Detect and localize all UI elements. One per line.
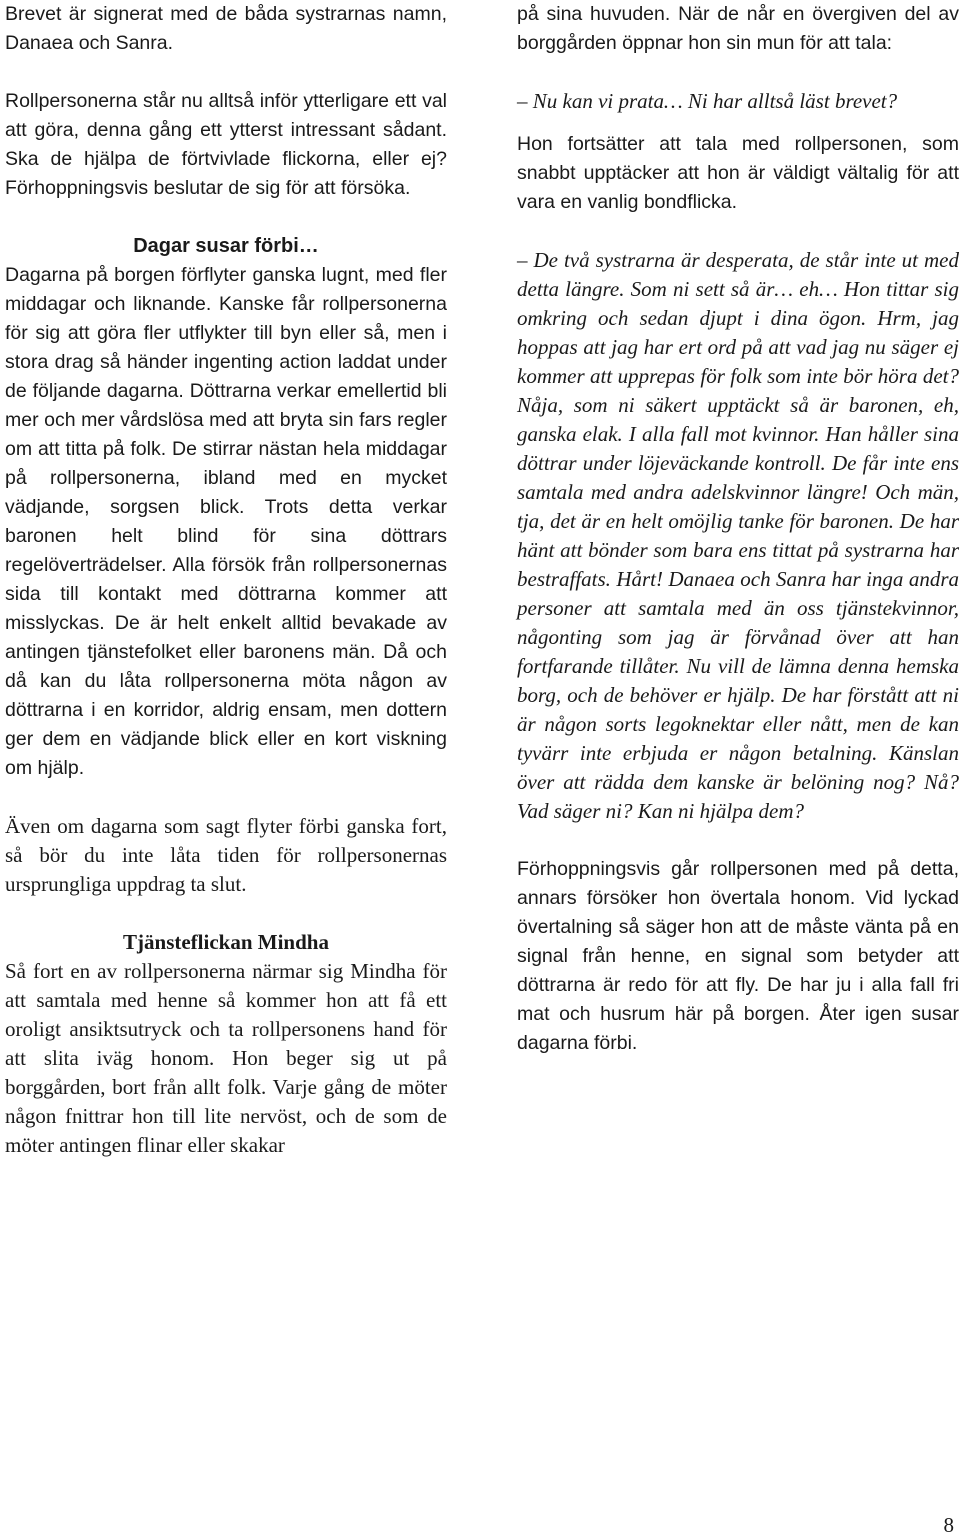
- section-heading-mindha: Tjänsteflickan Mindha: [123, 930, 329, 954]
- paragraph-courtyard: på sina huvuden. När de når en övergiven del av borggården öppnar hon sin mun för att tala:: [517, 3, 959, 54]
- paragraph-time-limit: Även om dagarna som sagt flyter förbi ganska fort, så bör du inte låta tiden för rollpersonernas ursprungliga uppdrag ta slut.: [5, 814, 447, 896]
- paragraph-letter-signed: Brevet är signerat med de båda systrarnas namn, Danaea och Sanra.: [5, 3, 447, 54]
- paragraph-eloquent: Hon fortsätter att tala med rollpersonen, som snabbt upptäcker att hon är väldigt vältalig för att vara en vanlig bondflicka.: [517, 133, 959, 213]
- dialogue-sisters-desperate: – De två systrarna är desperata, de står inte ut med detta längre. Som ni sett så är… eh… Hon tittar sig omkring och sedan djupt i dina ögon. Hrm, jag hoppas att jag har ert ord på att vad jag nu säger ej kommer att upprepas för folk som inte bör höra det? Nåja, som ni säkert upptäckt så är baronen, eh, ganska elak. I alla fall mot kvinnor. Han håller sina döttrar under löjeväckande kontroll. De får inte ens samtala med andra adelskvinnor längre! Och män, tja, det är en helt omöjlig tanke för baronen. De har hänt att bönder som bara ens tittat på systrarna har bestraffats. Hårt! Danaea och Sanra har inga andra personer att samtala med än oss tjänstekvinnor, någonting som jag är förvånad över att han fortfarande tillåter. Nu vill de lämna denna hemska borg, och de behöver er hjälp. De har förstått att ni är någon sorts legoknektar eller nått, men de kan tyvärr inte erbjuda er någon betalning. Känslan över att rädda dem kanske är belöning nog? Nå? Vad säger ni? Kan ni hjälpa dem?: [517, 248, 959, 823]
- paragraph-mindha-approach: Så fort en av rollpersonerna närmar sig Mindha för att samtala med henne så kommer hon att få ett oroligt ansiktsutryck och ta rollpersonens hand för att slita iväg honom. Hon beger sig ut på borggården, bort från allt folk. Varje gång de möter någon fnittrar hon till lite nervöst, och de som de möter antingen flinar eller skakar: [5, 959, 447, 1157]
- paragraph-days-at-castle: Dagarna på borgen förflyter ganska lugnt, med fler middagar och liknande. Kanske får rollpersonerna för sig att göra fler utflykter till byn eller så, men i stora drag så händer ingenting action laddat under de följande dagarna. Döttrarna verkar emellertid bli mer och mer vårdslösa med att bryta sin fars regler om att titta på folk. De stirrar nästan hela middagar på rollpersonerna, ibland med en mycket vädjande, sorgsen blick. Trots detta verkar baronen helt blind för sina döttrars regelöverträdelser. Alla försök från rollpersonernas sida till kontakt med döttrarna kommer att misslyckas. De är helt enkelt alltid bevakade av antingen tjänstefolket eller baronens män. Då och då kan du låta rollpersonerna möta någon av döttrarna i en korridor, aldrig ensam, men dottern ger dem en vädjande blick eller en kort viskning om hjälp.: [5, 264, 447, 779]
- right-column: [517, 0, 959, 1058]
- dialogue-read-letter: – Nu kan vi prata… Ni har alltså läst brevet?: [517, 89, 898, 113]
- page-number: 8: [943, 1513, 954, 1537]
- paragraph-persuasion: Förhoppningsvis går rollpersonen med på detta, annars försöker hon övertala honom. Vid lyckad övertalning så säger hon att de måste vänta på en signal från henne, en signal som betyder att döttrarna är redo för att fly. De har ju i alla fall fri mat och husrum här på borgen. Åter igen susar dagarna förbi.: [517, 858, 959, 1054]
- section-heading-days-pass: Dagar susar förbi…: [133, 235, 319, 257]
- left-column: [5, 0, 447, 1160]
- paragraph-choice: Rollpersonerna står nu alltså inför ytterligare ett val att göra, denna gång ett ytterst intressant sådant. Ska de hjälpa de förtvivlade flickorna, eller ej? Förhoppningsvis beslutar de sig för att försöka.: [5, 90, 447, 199]
